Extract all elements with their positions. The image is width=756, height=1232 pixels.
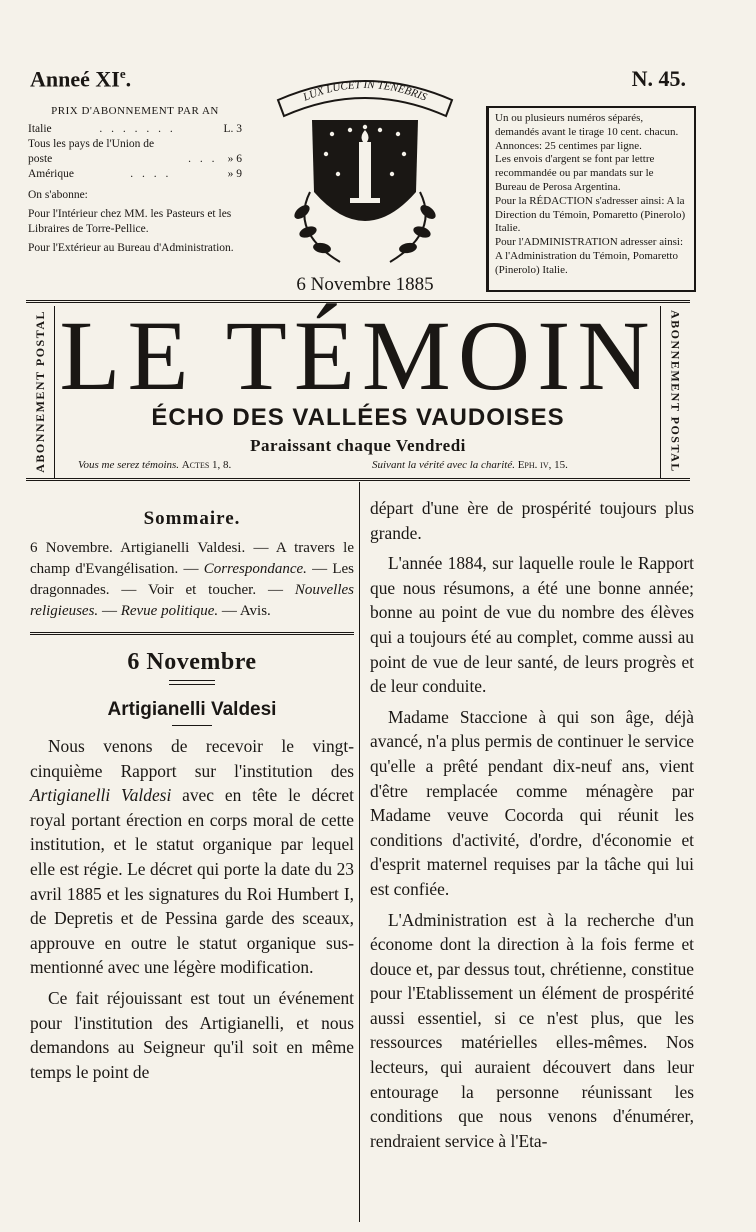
postal-label-right: ABONNEMENT POSTAL xyxy=(668,309,683,473)
info-envois: Les envois d'argent se font par lettre recommandée ou par mandats sur le Bureau de Perosa Argentina. xyxy=(495,153,655,193)
section-heading: 6 Novembre xyxy=(127,649,257,675)
left-column xyxy=(30,486,354,1084)
paragraph: Nous venons de recevoir le vingt-cinquième Rapport sur l'institution des Artigianelli Valdesi avec en tête le décret royal portant érection en corps moral de cette institution, et le statut organique par lequel elle est régie. Le décret qui porte la date du 23 avril 1885 et les signatures du Roi Humbert I, de Depretis et de Pessina garde des sceaux, approuve en outre le statut organique sus-mentionné avec une légère modification. xyxy=(30,736,354,978)
candlestick-emblem-icon xyxy=(250,72,480,272)
right-divider xyxy=(660,306,661,478)
subscribe-exterieur: Pour l'Extérieur au Bureau d'Administration. xyxy=(28,242,234,254)
article-title: Artigianelli Valdesi xyxy=(107,699,277,720)
subscription-heading: PRIX D'ABONNEMENT PAR AN xyxy=(51,105,219,117)
info-administration: Pour l'ADMINISTRATION adresser ainsi: A l'Administration du Témoin, Pomaretto (Pinerolo) Italie. xyxy=(495,236,684,276)
ornament-rule xyxy=(169,680,215,685)
newspaper-title: LE TÉMOIN xyxy=(59,300,657,411)
summary-rule xyxy=(30,632,354,635)
article-body-left xyxy=(30,734,354,1084)
column-divider xyxy=(359,482,360,1222)
info-box xyxy=(486,106,696,292)
motto-right: Suivant la vérité avec la charité. Eph. iv, 15. xyxy=(372,459,568,471)
price-row-amerique: Amérique . . . . » 9 xyxy=(28,168,242,180)
newspaper-tagline: ÉCHO DES VALLÉES VAUDOISES xyxy=(151,404,565,431)
right-column xyxy=(370,496,694,1153)
price-row-italie: Italie . . . . . . . L. 3 xyxy=(28,123,242,135)
price-row-union: Tous les pays de l'Union de poste . . . » 6 xyxy=(28,138,242,165)
paragraph: Ce fait réjouissant est tout un événement pour l'institution des Artigianelli, et nous demandons au Seigneur qu'il soit en même temps le point de xyxy=(30,987,354,1082)
paragraph: départ d'une ère de prospérité toujours plus grande. xyxy=(370,498,694,543)
paragraph: L'Administration est à la recherche d'un économe dont la direction à la fois ferme et douce et, par dessus tout, chrétienne, constitue pour l'Etablissement un élément de prospérité aussi essentiel, si ce n'est plus, que les ressources matérielles elles-mêmes. Nos lecteurs, qui auraient découvert dans leur entourage la personne réunissant les conditions que nous venons d'énumérer, rendraient service à l'Eta- xyxy=(370,909,694,1151)
emblem-motto: LUX LUCET IN TENEBRIS xyxy=(301,78,429,104)
volume-year: Anneé XIe. xyxy=(30,66,132,92)
info-redaction: Pour la RÉDACTION s'adresser ainsi: A la Direction du Témoin, Pomaretto (Pinerolo) Italie. xyxy=(495,194,686,235)
issue-number: N. 45. xyxy=(631,66,686,91)
motto-left: Vous me serez témoins. Actes 1, 8. xyxy=(78,459,232,471)
issue-date: 6 Novembre 1885 xyxy=(296,274,434,295)
paragraph: Madame Staccione à qui son âge, déjà avancé, n'a plus permis de continuer le service qu'elle a prêté pendant dix-neuf ans, vient d'être remplacée comme ménagère par Madame veuve Cocorda qui réunit les conditions d'activité, d'ordre, d'économie et d'esprit maternel requises par la tâche qui lui est confiée. xyxy=(370,706,694,899)
info-numbers: Un ou plusieurs numéros séparés, demandés avant le tirage 10 cent. chacun. xyxy=(495,112,679,138)
postal-label-left: ABONNEMENT POSTAL xyxy=(32,309,47,473)
summary-title: Sommaire. xyxy=(143,508,241,529)
subscription-prices xyxy=(28,104,242,256)
article-body-right xyxy=(370,496,694,1153)
left-divider xyxy=(54,306,55,478)
title-rule xyxy=(172,725,212,726)
summary-text: 6 Novembre. Artigianelli Valdesi. — A travers le champ d'Evangélisation. — Correspondance. — Les dragonnades. — Voir et toucher. — Nouvelles religieuses. — Revue politique. — Avis. xyxy=(30,540,355,619)
subscribe-label: On s'abonne: xyxy=(28,189,88,201)
subscribe-interieur: Pour l'Intérieur chez MM. les Pasteurs et les Libraires de Torre-Pellice. xyxy=(28,208,232,235)
publication-frequency: Paraissant chaque Vendredi xyxy=(250,436,466,455)
emblem-logo xyxy=(250,72,480,272)
info-annonces: Annonces: 25 centimes par ligne. xyxy=(495,139,642,152)
masthead-bottom-rule xyxy=(26,478,690,481)
paragraph: L'année 1884, sur laquelle roule le Rapport que nous résumons, a été une bonne année; bonne au point de vue du nombre des élèves qui a toujours été au complet, comme aussi au point de vue de leur santé, de leurs progrès et de leur conduite. xyxy=(370,553,694,697)
